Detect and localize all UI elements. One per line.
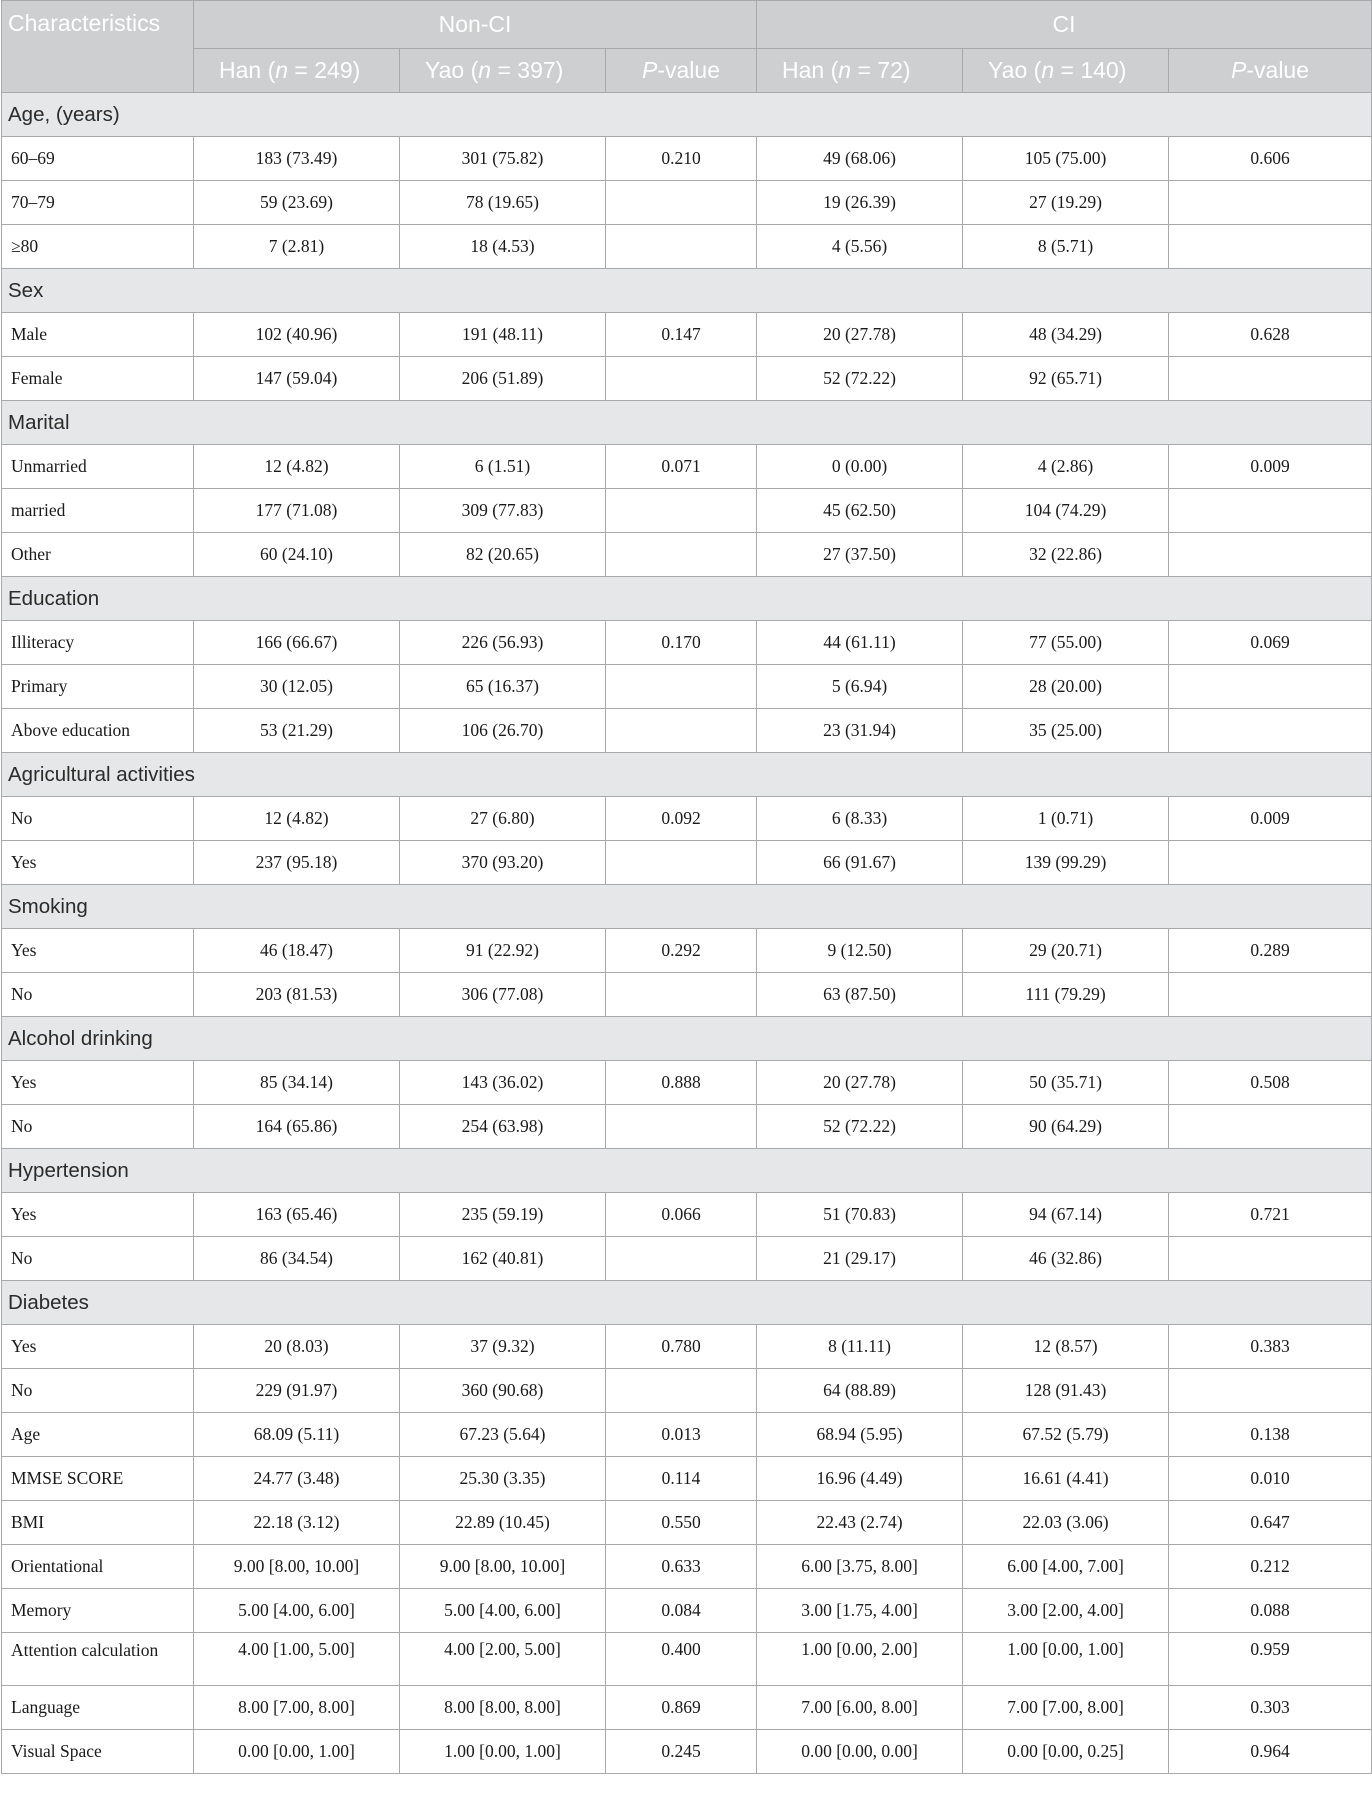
ci-p-value-cell — [1169, 841, 1372, 885]
non-ci-han-cell: 9.00 [8.00, 10.00] — [194, 1545, 400, 1589]
ci-p-value-cell — [1169, 489, 1372, 533]
non-ci-han-cell: 86 (34.54) — [194, 1237, 400, 1281]
table-row — [2, 533, 1372, 577]
section-header-row — [2, 1149, 1372, 1193]
section-header-row — [2, 93, 1372, 137]
ci-han-cell: 27 (37.50) — [757, 533, 963, 577]
ci-p-value-cell: 0.009 — [1169, 797, 1372, 841]
table-body — [2, 93, 1372, 1774]
ci-han-cell: 52 (72.22) — [757, 1105, 963, 1149]
ci-yao-cell: 90 (64.29) — [963, 1105, 1169, 1149]
ci-yao-cell: 111 (79.29) — [963, 973, 1169, 1017]
non-ci-han-cell: 147 (59.04) — [194, 357, 400, 401]
ci-yao-cell: 1 (0.71) — [963, 797, 1169, 841]
header-ci: CI — [757, 1, 1372, 49]
ci-yao-cell: 7.00 [7.00, 8.00] — [963, 1686, 1169, 1730]
row-label: 60–69 — [2, 137, 194, 181]
row-label: Yes — [2, 929, 194, 973]
non-ci-han-cell: 8.00 [7.00, 8.00] — [194, 1686, 400, 1730]
ci-p-value-cell: 0.088 — [1169, 1589, 1372, 1633]
row-label: No — [2, 797, 194, 841]
ci-yao-cell: 92 (65.71) — [963, 357, 1169, 401]
row-label: married — [2, 489, 194, 533]
table-row — [2, 1369, 1372, 1413]
ci-han-cell: 64 (88.89) — [757, 1369, 963, 1413]
header-non-ci-yao: Yao (n = 397) — [400, 49, 606, 93]
ci-yao-cell: 4 (2.86) — [963, 445, 1169, 489]
header-non-ci-p-value: P-value — [606, 49, 757, 93]
row-label: Yes — [2, 1061, 194, 1105]
ci-p-value-cell — [1169, 665, 1372, 709]
ci-han-cell: 49 (68.06) — [757, 137, 963, 181]
non-ci-han-cell: 166 (66.67) — [194, 621, 400, 665]
ci-p-value-cell: 0.721 — [1169, 1193, 1372, 1237]
table-row — [2, 621, 1372, 665]
non-ci-yao-cell: 162 (40.81) — [400, 1237, 606, 1281]
table-row — [2, 797, 1372, 841]
section-title: Sex — [2, 269, 1372, 313]
section-header-row — [2, 1017, 1372, 1061]
non-ci-yao-cell: 5.00 [4.00, 6.00] — [400, 1589, 606, 1633]
ci-p-value-cell — [1169, 1105, 1372, 1149]
section-title: Education — [2, 577, 1372, 621]
non-ci-yao-cell: 206 (51.89) — [400, 357, 606, 401]
section-title: Age, (years) — [2, 93, 1372, 137]
ci-yao-cell: 16.61 (4.41) — [963, 1457, 1169, 1501]
ci-yao-cell: 128 (91.43) — [963, 1369, 1169, 1413]
table-row — [2, 225, 1372, 269]
ci-han-cell: 52 (72.22) — [757, 357, 963, 401]
row-label: Memory — [2, 1589, 194, 1633]
header-ci-yao: Yao (n = 140) — [963, 49, 1169, 93]
table-row — [2, 665, 1372, 709]
row-label: No — [2, 1105, 194, 1149]
row-label: Above education — [2, 709, 194, 753]
ci-han-cell: 44 (61.11) — [757, 621, 963, 665]
ci-p-value-cell: 0.212 — [1169, 1545, 1372, 1589]
non-ci-han-cell: 237 (95.18) — [194, 841, 400, 885]
ci-han-cell: 9 (12.50) — [757, 929, 963, 973]
non-ci-p-value-cell: 0.869 — [606, 1686, 757, 1730]
table-row — [2, 137, 1372, 181]
non-ci-p-value-cell — [606, 973, 757, 1017]
non-ci-yao-cell: 4.00 [2.00, 5.00] — [400, 1633, 606, 1686]
ci-yao-cell: 67.52 (5.79) — [963, 1413, 1169, 1457]
non-ci-han-cell: 60 (24.10) — [194, 533, 400, 577]
row-label: MMSE SCORE — [2, 1457, 194, 1501]
non-ci-yao-cell: 91 (22.92) — [400, 929, 606, 973]
non-ci-han-cell: 24.77 (3.48) — [194, 1457, 400, 1501]
non-ci-p-value-cell: 0.400 — [606, 1633, 757, 1686]
non-ci-yao-cell: 143 (36.02) — [400, 1061, 606, 1105]
non-ci-yao-cell: 67.23 (5.64) — [400, 1413, 606, 1457]
non-ci-yao-cell: 226 (56.93) — [400, 621, 606, 665]
non-ci-han-cell: 59 (23.69) — [194, 181, 400, 225]
characteristics-table — [1, 0, 1372, 1774]
non-ci-han-cell: 177 (71.08) — [194, 489, 400, 533]
section-title: Diabetes — [2, 1281, 1372, 1325]
non-ci-han-cell: 5.00 [4.00, 6.00] — [194, 1589, 400, 1633]
non-ci-yao-cell: 22.89 (10.45) — [400, 1501, 606, 1545]
ci-yao-cell: 35 (25.00) — [963, 709, 1169, 753]
ci-yao-cell: 50 (35.71) — [963, 1061, 1169, 1105]
non-ci-p-value-cell: 0.013 — [606, 1413, 757, 1457]
ci-han-cell: 6.00 [3.75, 8.00] — [757, 1545, 963, 1589]
ci-p-value-cell: 0.964 — [1169, 1730, 1372, 1774]
non-ci-yao-cell: 370 (93.20) — [400, 841, 606, 885]
table-row — [2, 1457, 1372, 1501]
ci-yao-cell: 1.00 [0.00, 1.00] — [963, 1633, 1169, 1686]
table-row — [2, 181, 1372, 225]
header-non-ci-han: Han (n = 249) — [194, 49, 400, 93]
ci-han-cell: 45 (62.50) — [757, 489, 963, 533]
non-ci-p-value-cell: 0.147 — [606, 313, 757, 357]
table-row — [2, 445, 1372, 489]
row-label: ≥80 — [2, 225, 194, 269]
ci-han-cell: 51 (70.83) — [757, 1193, 963, 1237]
row-label: Yes — [2, 1193, 194, 1237]
non-ci-han-cell: 229 (91.97) — [194, 1369, 400, 1413]
ci-p-value-cell: 0.138 — [1169, 1413, 1372, 1457]
row-label: 70–79 — [2, 181, 194, 225]
ci-han-cell: 6 (8.33) — [757, 797, 963, 841]
non-ci-han-cell: 12 (4.82) — [194, 445, 400, 489]
ci-han-cell: 4 (5.56) — [757, 225, 963, 269]
ci-han-cell: 23 (31.94) — [757, 709, 963, 753]
table-row — [2, 841, 1372, 885]
row-label: No — [2, 1369, 194, 1413]
row-label: Illiteracy — [2, 621, 194, 665]
ci-han-cell: 0.00 [0.00, 0.00] — [757, 1730, 963, 1774]
ci-yao-cell: 77 (55.00) — [963, 621, 1169, 665]
non-ci-han-cell: 0.00 [0.00, 1.00] — [194, 1730, 400, 1774]
ci-yao-cell: 48 (34.29) — [963, 313, 1169, 357]
section-title: Agricultural activities — [2, 753, 1372, 797]
non-ci-yao-cell: 37 (9.32) — [400, 1325, 606, 1369]
ci-p-value-cell — [1169, 225, 1372, 269]
ci-han-cell: 68.94 (5.95) — [757, 1413, 963, 1457]
non-ci-p-value-cell — [606, 181, 757, 225]
ci-p-value-cell: 0.383 — [1169, 1325, 1372, 1369]
row-label: Male — [2, 313, 194, 357]
table-row — [2, 1686, 1372, 1730]
ci-han-cell: 8 (11.11) — [757, 1325, 963, 1369]
non-ci-han-cell: 68.09 (5.11) — [194, 1413, 400, 1457]
section-header-row — [2, 577, 1372, 621]
table-row — [2, 489, 1372, 533]
ci-han-cell: 20 (27.78) — [757, 1061, 963, 1105]
row-label: Language — [2, 1686, 194, 1730]
non-ci-p-value-cell — [606, 489, 757, 533]
row-label: Female — [2, 357, 194, 401]
ci-p-value-cell: 0.647 — [1169, 1501, 1372, 1545]
row-label: Primary — [2, 665, 194, 709]
ci-yao-cell: 6.00 [4.00, 7.00] — [963, 1545, 1169, 1589]
ci-yao-cell: 12 (8.57) — [963, 1325, 1169, 1369]
table-row — [2, 1061, 1372, 1105]
non-ci-han-cell: 203 (81.53) — [194, 973, 400, 1017]
ci-yao-cell: 27 (19.29) — [963, 181, 1169, 225]
non-ci-yao-cell: 25.30 (3.35) — [400, 1457, 606, 1501]
non-ci-p-value-cell: 0.550 — [606, 1501, 757, 1545]
non-ci-yao-cell: 235 (59.19) — [400, 1193, 606, 1237]
ci-yao-cell: 0.00 [0.00, 0.25] — [963, 1730, 1169, 1774]
section-title: Hypertension — [2, 1149, 1372, 1193]
non-ci-yao-cell: 6 (1.51) — [400, 445, 606, 489]
non-ci-p-value-cell — [606, 533, 757, 577]
table-row — [2, 357, 1372, 401]
header-characteristics: Characteristics — [2, 1, 194, 93]
non-ci-han-cell: 183 (73.49) — [194, 137, 400, 181]
ci-p-value-cell: 0.010 — [1169, 1457, 1372, 1501]
non-ci-han-cell: 7 (2.81) — [194, 225, 400, 269]
row-label: No — [2, 973, 194, 1017]
ci-yao-cell: 139 (99.29) — [963, 841, 1169, 885]
section-title: Alcohol drinking — [2, 1017, 1372, 1061]
non-ci-p-value-cell — [606, 841, 757, 885]
ci-yao-cell: 28 (20.00) — [963, 665, 1169, 709]
non-ci-han-cell: 164 (65.86) — [194, 1105, 400, 1149]
ci-p-value-cell: 0.303 — [1169, 1686, 1372, 1730]
table-row — [2, 929, 1372, 973]
non-ci-p-value-cell: 0.066 — [606, 1193, 757, 1237]
row-label: Orientational — [2, 1545, 194, 1589]
ci-han-cell: 5 (6.94) — [757, 665, 963, 709]
non-ci-yao-cell: 360 (90.68) — [400, 1369, 606, 1413]
non-ci-yao-cell: 18 (4.53) — [400, 225, 606, 269]
non-ci-yao-cell: 78 (19.65) — [400, 181, 606, 225]
ci-yao-cell: 3.00 [2.00, 4.00] — [963, 1589, 1169, 1633]
table-row — [2, 973, 1372, 1017]
ci-p-value-cell: 0.069 — [1169, 621, 1372, 665]
table-row — [2, 1633, 1372, 1686]
ci-p-value-cell: 0.628 — [1169, 313, 1372, 357]
ci-p-value-cell — [1169, 973, 1372, 1017]
ci-p-value-cell: 0.289 — [1169, 929, 1372, 973]
non-ci-p-value-cell — [606, 665, 757, 709]
ci-p-value-cell — [1169, 533, 1372, 577]
section-header-row — [2, 1281, 1372, 1325]
non-ci-p-value-cell — [606, 1369, 757, 1413]
ci-yao-cell: 29 (20.71) — [963, 929, 1169, 973]
ci-han-cell: 16.96 (4.49) — [757, 1457, 963, 1501]
non-ci-p-value-cell — [606, 225, 757, 269]
table-row — [2, 1105, 1372, 1149]
ci-p-value-cell — [1169, 357, 1372, 401]
ci-p-value-cell: 0.508 — [1169, 1061, 1372, 1105]
ci-han-cell: 22.43 (2.74) — [757, 1501, 963, 1545]
ci-han-cell: 21 (29.17) — [757, 1237, 963, 1281]
non-ci-yao-cell: 8.00 [8.00, 8.00] — [400, 1686, 606, 1730]
non-ci-yao-cell: 106 (26.70) — [400, 709, 606, 753]
ci-p-value-cell — [1169, 1237, 1372, 1281]
ci-han-cell: 19 (26.39) — [757, 181, 963, 225]
ci-yao-cell: 105 (75.00) — [963, 137, 1169, 181]
ci-yao-cell: 46 (32.86) — [963, 1237, 1169, 1281]
ci-han-cell: 1.00 [0.00, 2.00] — [757, 1633, 963, 1686]
table-row — [2, 1413, 1372, 1457]
table-row — [2, 1325, 1372, 1369]
non-ci-yao-cell: 27 (6.80) — [400, 797, 606, 841]
ci-han-cell: 7.00 [6.00, 8.00] — [757, 1686, 963, 1730]
non-ci-han-cell: 20 (8.03) — [194, 1325, 400, 1369]
non-ci-p-value-cell — [606, 1105, 757, 1149]
table-row — [2, 709, 1372, 753]
section-header-row — [2, 269, 1372, 313]
non-ci-p-value-cell: 0.292 — [606, 929, 757, 973]
row-label: Attention calculation — [2, 1633, 194, 1686]
non-ci-han-cell: 4.00 [1.00, 5.00] — [194, 1633, 400, 1686]
non-ci-yao-cell: 309 (77.83) — [400, 489, 606, 533]
table-row — [2, 1193, 1372, 1237]
non-ci-han-cell: 102 (40.96) — [194, 313, 400, 357]
ci-p-value-cell: 0.009 — [1169, 445, 1372, 489]
header-non-ci: Non-CI — [194, 1, 757, 49]
ci-han-cell: 66 (91.67) — [757, 841, 963, 885]
ci-han-cell: 63 (87.50) — [757, 973, 963, 1017]
row-label: Yes — [2, 841, 194, 885]
ci-p-value-cell: 0.959 — [1169, 1633, 1372, 1686]
row-label: BMI — [2, 1501, 194, 1545]
table-row — [2, 1545, 1372, 1589]
ci-yao-cell: 22.03 (3.06) — [963, 1501, 1169, 1545]
non-ci-yao-cell: 9.00 [8.00, 10.00] — [400, 1545, 606, 1589]
ci-yao-cell: 94 (67.14) — [963, 1193, 1169, 1237]
row-label: Visual Space — [2, 1730, 194, 1774]
non-ci-p-value-cell: 0.780 — [606, 1325, 757, 1369]
section-header-row — [2, 401, 1372, 445]
non-ci-p-value-cell: 0.210 — [606, 137, 757, 181]
non-ci-p-value-cell — [606, 1237, 757, 1281]
section-title: Smoking — [2, 885, 1372, 929]
non-ci-p-value-cell — [606, 357, 757, 401]
non-ci-han-cell: 163 (65.46) — [194, 1193, 400, 1237]
ci-yao-cell: 8 (5.71) — [963, 225, 1169, 269]
non-ci-han-cell: 53 (21.29) — [194, 709, 400, 753]
ci-p-value-cell: 0.606 — [1169, 137, 1372, 181]
row-label: Unmarried — [2, 445, 194, 489]
row-label: Age — [2, 1413, 194, 1457]
table-row — [2, 313, 1372, 357]
non-ci-p-value-cell: 0.071 — [606, 445, 757, 489]
non-ci-yao-cell: 306 (77.08) — [400, 973, 606, 1017]
non-ci-yao-cell: 191 (48.11) — [400, 313, 606, 357]
non-ci-han-cell: 46 (18.47) — [194, 929, 400, 973]
ci-han-cell: 3.00 [1.75, 4.00] — [757, 1589, 963, 1633]
table-row — [2, 1501, 1372, 1545]
non-ci-p-value-cell: 0.633 — [606, 1545, 757, 1589]
ci-p-value-cell — [1169, 181, 1372, 225]
non-ci-han-cell: 85 (34.14) — [194, 1061, 400, 1105]
non-ci-p-value-cell: 0.888 — [606, 1061, 757, 1105]
non-ci-yao-cell: 1.00 [0.00, 1.00] — [400, 1730, 606, 1774]
non-ci-p-value-cell: 0.092 — [606, 797, 757, 841]
header-ci-han: Han (n = 72) — [757, 49, 963, 93]
ci-han-cell: 0 (0.00) — [757, 445, 963, 489]
table-row — [2, 1730, 1372, 1774]
ci-han-cell: 20 (27.78) — [757, 313, 963, 357]
ci-yao-cell: 32 (22.86) — [963, 533, 1169, 577]
row-label: No — [2, 1237, 194, 1281]
non-ci-yao-cell: 65 (16.37) — [400, 665, 606, 709]
non-ci-han-cell: 22.18 (3.12) — [194, 1501, 400, 1545]
section-header-row — [2, 753, 1372, 797]
ci-p-value-cell — [1169, 709, 1372, 753]
non-ci-yao-cell: 254 (63.98) — [400, 1105, 606, 1149]
table-row — [2, 1589, 1372, 1633]
header-ci-p-value: P-value — [1169, 49, 1372, 93]
row-label: Other — [2, 533, 194, 577]
non-ci-yao-cell: 82 (20.65) — [400, 533, 606, 577]
row-label: Yes — [2, 1325, 194, 1369]
non-ci-yao-cell: 301 (75.82) — [400, 137, 606, 181]
non-ci-han-cell: 12 (4.82) — [194, 797, 400, 841]
non-ci-p-value-cell: 0.170 — [606, 621, 757, 665]
non-ci-p-value-cell: 0.084 — [606, 1589, 757, 1633]
ci-p-value-cell — [1169, 1369, 1372, 1413]
non-ci-p-value-cell: 0.114 — [606, 1457, 757, 1501]
table-row — [2, 1237, 1372, 1281]
non-ci-p-value-cell — [606, 709, 757, 753]
non-ci-han-cell: 30 (12.05) — [194, 665, 400, 709]
ci-yao-cell: 104 (74.29) — [963, 489, 1169, 533]
section-header-row — [2, 885, 1372, 929]
non-ci-p-value-cell: 0.245 — [606, 1730, 757, 1774]
section-title: Marital — [2, 401, 1372, 445]
